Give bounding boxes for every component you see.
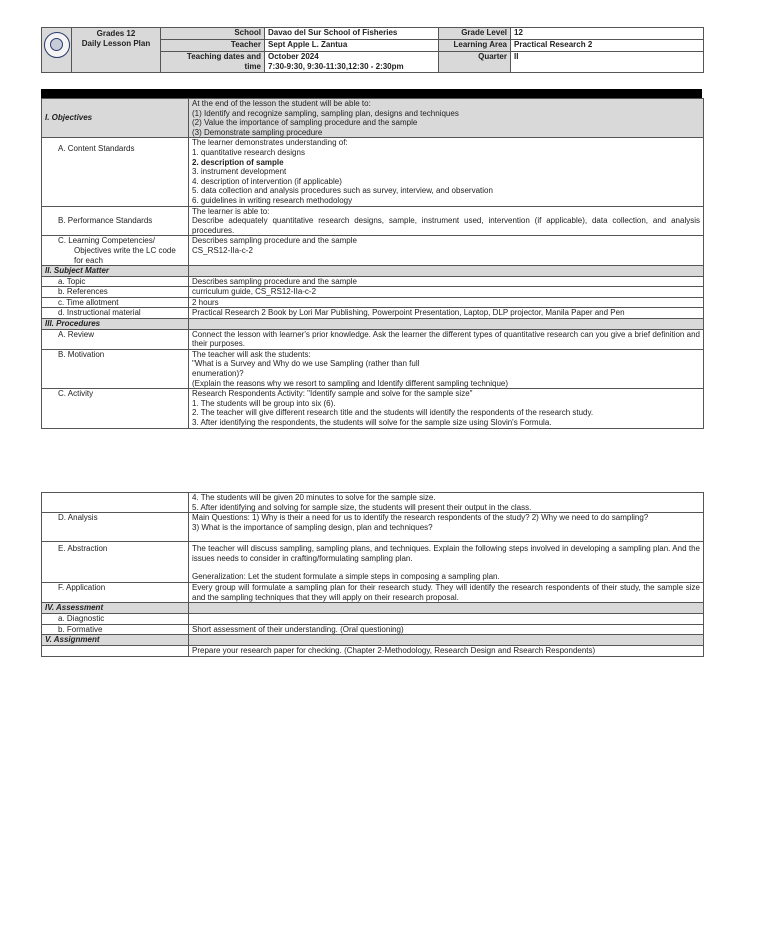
abstraction-content: [189, 542, 704, 583]
abstraction-label: E. Abstraction: [42, 542, 189, 583]
performance-standards-label: B. Performance Standards: [42, 206, 189, 236]
review-value: Connect the lesson with learner's prior knowledge. Ask the learner the different types of quantitative research can you give a brief definition and their purposes.: [189, 329, 704, 349]
objectives-line: (2) Value the importance of sampling procedure and the sample: [192, 118, 418, 128]
analysis-line: Main Questions: 1) Why is their a need for us to identify the research respondents of the study? 2) Why we need to do sampling?: [192, 513, 649, 523]
assignment-blank-label: [42, 645, 189, 656]
content-standards-label: A. Content Standards: [42, 138, 189, 206]
content-standards-line: 2. description of sample: [192, 157, 284, 167]
assignment-value: Prepare your research paper for checking. (Chapter 2-Methodology, Research Design and Rsearch Respondents): [189, 645, 704, 656]
activity-line: 4. The students will be given 20 minutes to solve for the sample size.: [192, 493, 436, 502]
topic-value: Describes sampling procedure and the sample: [189, 276, 704, 287]
subject-matter-empty: [189, 266, 704, 277]
grades-label: Grades 12: [96, 29, 136, 38]
competencies-content: [189, 236, 704, 266]
competencies-line: CS_RS12-IIa-c-2: [192, 245, 253, 255]
grade-level-label: Grade Level: [439, 28, 511, 40]
activity-line: 3. After identifying the respondents, the students will solve for the sample size using Slovin's Formula.: [192, 418, 552, 427]
learning-area-label: Learning Area: [439, 40, 511, 52]
lesson-table-page-1: [41, 98, 704, 429]
procedures-empty: [189, 319, 704, 330]
dates-line-1: October 2024: [268, 52, 319, 61]
plan-label: Daily Lesson Plan: [81, 38, 151, 48]
teacher-label: Teacher: [161, 40, 265, 52]
activity-line: 5. After identifying and solving for sample size, the students will present their output in the class.: [192, 502, 532, 512]
assignment-empty: [189, 635, 704, 646]
objectives-line: (1) Identify and recognize sampling, sampling plan, designs and techniques: [192, 108, 459, 118]
content-standards-line: 5. data collection and analysis procedures such as survey, interview, and observation: [192, 186, 493, 196]
activity-line: 1. The students will be group into six (6).: [192, 398, 336, 408]
competencies-label-line: Objectives write the LC code: [74, 245, 176, 255]
quarter-value: II: [511, 52, 704, 73]
quarter-label: Quarter: [439, 52, 511, 73]
time-allotment-value: 2 hours: [189, 297, 704, 308]
motivation-line: (Explain the reasons why we resort to sampling and Identify different sampling technique): [192, 378, 509, 388]
grade-level-value: 12: [511, 28, 704, 40]
content-standards-line: 4. description of intervention (if applicable): [192, 176, 342, 186]
dates-value: [265, 52, 439, 73]
analysis-line: 3) What is the importance of sampling design, plan and techniques?: [192, 522, 433, 532]
performance-standards-line: The learner is able to:: [192, 206, 270, 216]
analysis-label: D. Analysis: [42, 513, 189, 542]
motivation-line: The teacher will ask the students:: [192, 349, 311, 359]
materials-label: d. Instructional material: [42, 308, 189, 319]
formative-label: b. Formative: [42, 624, 189, 635]
formative-value: Short assessment of their understanding. (Oral questioning): [189, 624, 704, 635]
objectives-line: At the end of the lesson the student will be able to:: [192, 99, 371, 108]
diagnostic-value: [189, 613, 704, 624]
logo-cell: [42, 28, 72, 73]
section-divider-bar: [41, 89, 702, 98]
materials-value: Practical Research 2 Book by Lori Mar Publishing, Powerpoint Presentation, Laptop, DLP projector, Manila Paper and Pen: [189, 308, 704, 319]
competencies-label-line: C. Learning Competencies/: [58, 236, 155, 246]
deped-seal-icon: [44, 32, 70, 58]
activity-label: C. Activity: [42, 389, 189, 428]
activity-content: [189, 389, 704, 428]
competencies-label: [42, 236, 189, 266]
performance-standards-line: Describe adequately quantitative research designs, sample, instrument used, intervention (if applicable), data collection, and analysis procedures.: [192, 216, 700, 235]
topic-label: a. Topic: [42, 276, 189, 287]
activity-line: 2. The teacher will give different research title and the students will identify the respondents of the research study.: [192, 408, 594, 418]
activity-continued-label: [42, 493, 189, 513]
motivation-line: enumeration)?: [192, 369, 244, 379]
content-standards-line: 6. guidelines in writing research methodology: [192, 195, 353, 205]
assignment-label: V. Assignment: [42, 635, 189, 646]
content-standards-line: The learner demonstrates understanding of:: [192, 138, 348, 148]
motivation-label: B. Motivation: [42, 349, 189, 388]
dates-line-2: 7:30-9:30, 9:30-11:30,12:30 - 2:30pm: [268, 61, 404, 71]
header-table: [41, 27, 704, 73]
performance-standards-content: [189, 206, 704, 236]
assessment-empty: [189, 603, 704, 614]
content-standards-line: 1. quantitative research designs: [192, 147, 305, 157]
learning-area-value: Practical Research 2: [511, 40, 704, 52]
application-label: F. Application: [42, 582, 189, 602]
grades-cell: [72, 28, 161, 73]
objectives-content: [189, 99, 704, 138]
analysis-content: [189, 513, 704, 542]
competencies-line: Describes sampling procedure and the sample: [192, 236, 357, 246]
activity-continued-content: [189, 493, 704, 513]
references-label: b. References: [42, 287, 189, 298]
dates-label-line-1: Teaching dates and: [186, 52, 261, 61]
activity-line: Research Respondents Activity: "Identify sample and solve for the sample size": [192, 389, 473, 399]
motivation-content: [189, 349, 704, 388]
diagnostic-label: a. Diagnostic: [42, 613, 189, 624]
content-standards-content: [189, 138, 704, 206]
competencies-label-line: for each: [74, 255, 103, 265]
review-label: A. Review: [42, 329, 189, 349]
school-label: School: [161, 28, 265, 40]
references-value: curriculum guide, CS_RS12-IIa-c-2: [189, 287, 704, 298]
dates-label: [161, 52, 265, 73]
teacher-value: Sept Apple L. Zantua: [265, 40, 439, 52]
subject-matter-label: II. Subject Matter: [42, 266, 189, 277]
time-allotment-label: c. Time allotment: [42, 297, 189, 308]
lesson-table-page-2: [41, 492, 704, 657]
procedures-label: III. Procedures: [42, 319, 189, 330]
objectives-line: (3) Demonstrate sampling procedure: [192, 127, 323, 137]
objectives-label: I. Objectives: [42, 99, 189, 138]
application-value: Every group will formulate a sampling plan for their research study. They will identify the research respondents of their study, the sample size and the sampling techniques that they will apply on their research proposal.: [189, 582, 704, 602]
motivation-line: "What is a Survey and Why do we use Sampling (rather than full: [192, 359, 420, 369]
assessment-label: IV. Assessment: [42, 603, 189, 614]
abstraction-line: Generalization: Let the student formulate a simple steps in composing a sampling plan.: [192, 572, 500, 582]
content-standards-line: 3. instrument development: [192, 167, 287, 177]
abstraction-line: The teacher will discuss sampling, sampling plans, and techniques. Explain the following steps involved in developing a sampling plan. And the issues needs to consider in crafting/formulating sampling plan.: [192, 544, 700, 563]
school-value: Davao del Sur School of Fisheries: [265, 28, 439, 40]
dates-label-line-2: time: [244, 61, 261, 71]
